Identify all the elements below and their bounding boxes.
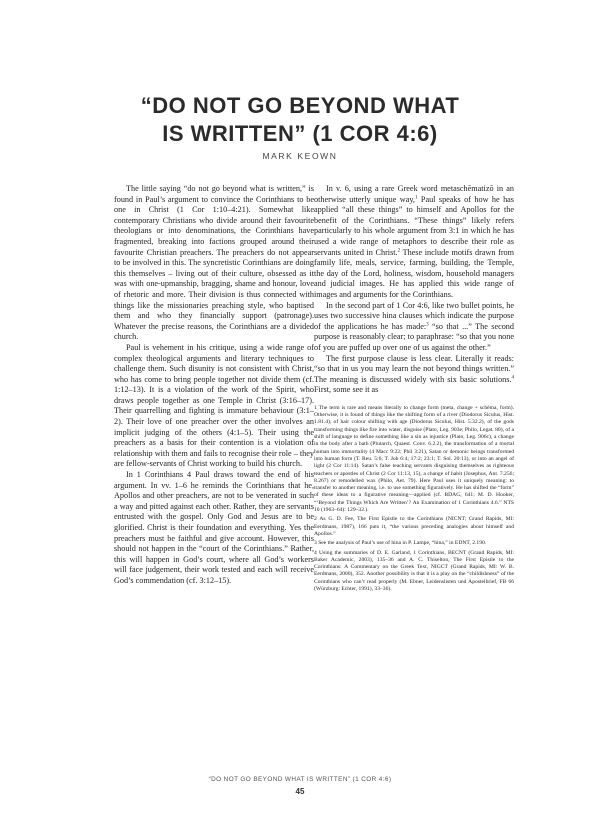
footnote-marker: 1 (414, 194, 418, 200)
body-text: Paul speaks of how he has applied “all these things” to himself and Apollos for the benefit of the Corinthians. “These things” likely refers particularly to his whole argument from 3:1 in which he has used a wide range of metaphors to describe their role as servants united in Christ. (314, 194, 514, 257)
article-title-line-1: “DO NOT GO BEYOND WHAT (140, 93, 460, 118)
body-text: The first purpose clause is less clear. Literally it reads: “so that in us you may learn the not beyond things written.” The meaning is discussed widely with six basic solutions. (314, 353, 514, 384)
footnote: 1 The term is rare and means literally to change form (meta, change + schēma, form). Otherwise, it is found of things like the shifting form of a river (Diodorus Siculus, Hist. 1.81.4), of hair colour shifting with age (Diodorus Siculus, Hist. 5.32.2), of the gods transforming things like fire into water, disguise (Plato, Leg. 903e; Philo, Legat. 80), of a shift of language to define something like a sin as injustice (Plato, Leg. 906c), a change in the body after a bath (Plutarch, Quaest. Conv. 6.2.2), the transformation of a mortal human into immortality (4 Macc 9:22; Phil 3:21), Satan or demonic beings transformed into human form (T. Reu. 5:6; T. Job 6:4; 17:2; 23:1; T. Sol. 20:13), or into an angel of light (2 Cor 11:14). Satan’s false teaching servants disguising themselves as righteous teachers or apostles of Christ (2 Cor 11:13, 15), a change of habit (Josephus, Ant. 7.256; 8.267) or remodelled wax (Philo, Aet. 79). Here Paul uses it uniquely meaning: to transfer to another meaning, i.e. to use something figuratively. He has shifted the “form” of these ideas to a figurative meaning—applied (cf. BDAG, 641; M. D. Hooker, “‘Beyond the Things Which Are Written’? An Examination of 1 Corinthians 4.6.” NTS 10 (1963–64): 129–32.). (314, 404, 514, 514)
body-text: These include motifs drawn from family life, meals, service, farming, building, the Temple, the day of the Lord, holiness, wisdom, household managers and judicial images. He has applied this wide range of images and arguments for the Corinthians. (314, 247, 515, 299)
body-paragraph: The little saying “do not go beyond what is written,” is found in Paul’s argument to convince the Corinthians to be one in Christ (1 Cor 1:10–4:21). Somewhat like contemporary Christians who divide around their favourite theologians or into denominations, the Corinthians have fragmented, breaking into factions grouped around their favourite Christian preachers. The preachers do not appear to be involved in this. The syncretistic Corinthians are doing this themselves – living out of their culture, obsessed as it was with one-upmanship, bragging, shame and honour, love of rhetoric and more. Their division is thus connected with things like the missionaries preaching style, who baptised them and who they financially support (patronage). Whatever the precise reasons, the Corinthians are a divided church. (114, 184, 314, 342)
article-title (0, 92, 600, 148)
article-author: MARK KEOWN (262, 151, 338, 161)
footnote-marker: 4 (511, 374, 514, 380)
footnote-marker: 2 (397, 247, 401, 253)
footnote: 3 See the analysis of Paul’s use of hina in P. Lampe, “hina,” in EDNT, 2.190. (314, 540, 487, 547)
body-paragraph (314, 184, 514, 301)
article-title-line-2: IS WRITTEN” (1 COR 4:6) (162, 121, 438, 146)
body-paragraph (314, 354, 514, 396)
footnotes (314, 405, 514, 593)
body-text: In v. 6, using a rare Greek word metaschēmatizō in an otherwise utterly unique way, (314, 184, 514, 204)
running-footer: “DO NOT GO BEYOND WHAT IS WRITTEN” (1 COR 4:6) (208, 776, 392, 783)
body-text: In the second part of 1 Cor 4:6, like two bullet points, he uses two successive hina clauses which indicate the purpose of the applications he has made: (314, 300, 514, 331)
body-paragraph (314, 301, 514, 354)
footnote-marker: 3 (426, 321, 429, 327)
right-column (314, 184, 514, 595)
left-column (114, 184, 314, 587)
footnote: 4 Using the summaries of D. E. Garland, 1 Corinthians, BECNT (Grand Rapids, MI: Baker Academic, 2003), 135–36 and A. C. Thiselton, The First Epistle to the Corinthians: A Commentary on the Greek Text, NIGCT (Grand Rapids, MI: W. B. Eerdmans, 2000), 352. Another possibility is that it is a play on the “childishness” of the Corinthians who can’t read properly (M. Ebner, Leidenslisten und Apostelbrief, FB 66 (Würzburg: Echter, 1991), 33–36). (314, 549, 514, 592)
body-paragraph: In 1 Corinthians 4 Paul draws toward the end of his argument. In vv. 1–6 he reminds the Corinthians that he, Apollos and other preachers, are not to be venerated in such a way and pitted against each other. Rather, they are servants entrusted with the gospel. Only God and Jesus are to be glorified. Christ is their foundation and everything. Yes the preachers must be faithful and give account. However, this should not happen in the “court of the Corinthians.” Rather, this will happen in God’s court, where all God’s workers will face judgement, their work tested and each will receive God’s commendation (cf. 3:12–15). (114, 470, 314, 585)
page-number: 45 (295, 787, 305, 796)
body-text: “so that ...” The second purpose is reasonably clear; to paraphrase: “so that you none of you are puffed up over one of us against the other.” (314, 321, 514, 352)
body-paragraph: Paul is vehement in his critique, using a wide range of complex theological arguments and literary techniques to challenge them. Such disunity is not consistent with Christ, who has come to bring people together not divide them (cf. 1:12–13). It is a violation of the work of the Spirit, who draws people together as one Temple in Christ (3:16–17). Their quarrelling and fighting is immature behaviour (3:1–2). Their love of one preacher over the other involves an implicit judging of the others (4:1–5). Their using the preachers as a basis for their contention is a violation of relationship with them and fails to recognise their role – they are fellow-servants of Christ working to build his church. (114, 342, 314, 469)
footnote: 2 As G. D. Fee, The First Epistle to the Corinthians (NICNT; Grand Rapids, MI: Eerdmans, 1987), 166 puts it, “the various preceding analogies about himself and Apollos.” (314, 516, 514, 537)
body-text: First, some see it as (314, 385, 379, 395)
